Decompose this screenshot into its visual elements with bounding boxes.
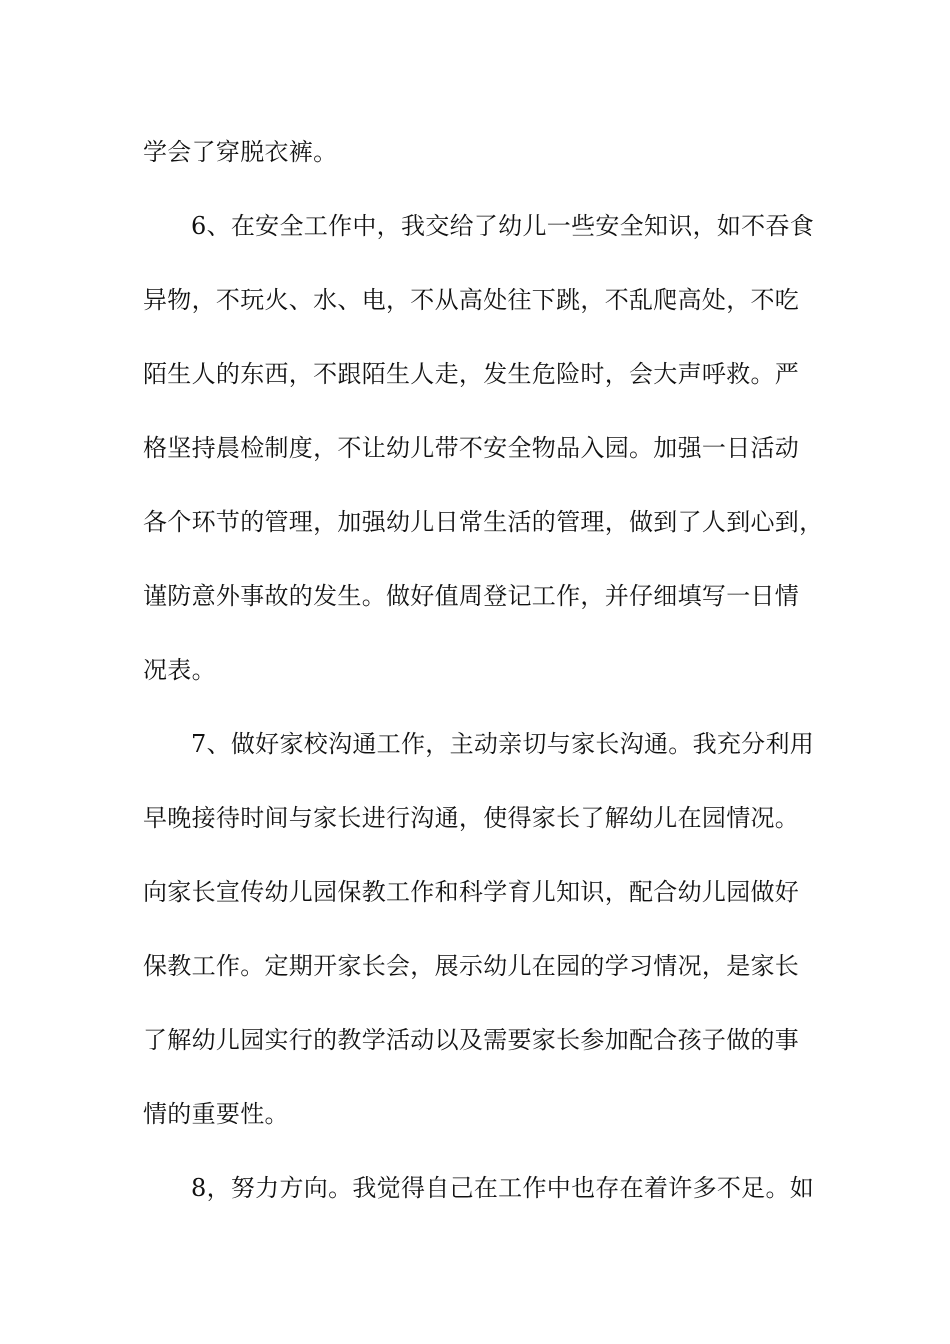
paragraph-6-start: 6、在安全工作中，我交给了幼儿一些安全知识，如不吞食 (191, 212, 815, 240)
paragraph-7-start: 7、做好家校沟通工作，主动亲切与家长沟通。我充分利用 (191, 730, 815, 758)
text-line: 学会了穿脱衣裤。 (143, 138, 338, 166)
paragraph-8-start: 8，努力方向。我觉得自己在工作中也存在着许多不足。如 (191, 1174, 815, 1202)
text-line: 了解幼儿园实行的教学活动以及需要家长参加配合孩子做的事 (143, 1026, 800, 1054)
text-line: 保教工作。定期开家长会，展示幼儿在园的学习情况，是家长 (143, 952, 800, 980)
text-line: 陌生人的东西，不跟陌生人走，发生危险时，会大声呼救。严 (143, 360, 800, 388)
text-line: 向家长宣传幼儿园保教工作和科学育儿知识，配合幼儿园做好 (143, 878, 800, 906)
text-line: 异物，不玩火、水、电，不从高处往下跳，不乱爬高处，不吃 (143, 286, 800, 314)
text-line: 各个环节的管理，加强幼儿日常生活的管理，做到了人到心到， (143, 508, 824, 536)
text-line: 早晚接待时间与家长进行沟通，使得家长了解幼儿在园情况。 (143, 804, 800, 832)
text-line: 格坚持晨检制度，不让幼儿带不安全物品入园。加强一日活动 (143, 434, 800, 462)
text-line: 况表。 (143, 656, 216, 684)
text-line: 情的重要性。 (143, 1100, 289, 1128)
text-line: 谨防意外事故的发生。做好值周登记工作，并仔细填写一日情 (143, 582, 800, 610)
